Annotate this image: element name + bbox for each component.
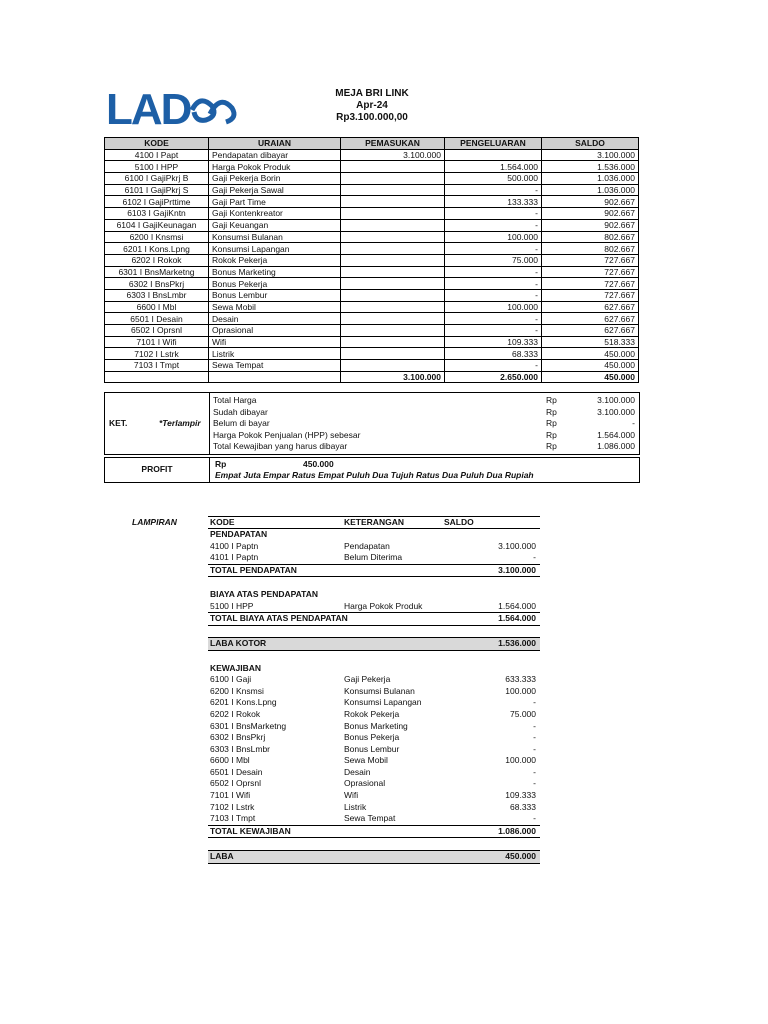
ledger-saldo: 450.000 (542, 360, 639, 372)
ledger-kode: 6201 I Kons.Lpng (105, 243, 209, 255)
lampiran-kode: 7102 I Lstrk (210, 801, 255, 812)
lampiran-label: LAMPIRAN (132, 517, 177, 527)
ledger-row (105, 173, 639, 185)
ket-row-label: Total Harga (213, 395, 257, 405)
total-label: TOTAL BIAYA ATAS PENDAPATAN (210, 613, 348, 624)
ledger-kode: 7103 I Tmpt (105, 360, 209, 372)
ledger-total-pengeluaran: 2.650.000 (445, 371, 542, 383)
ledger-kode: 6103 I GajiKntn (105, 208, 209, 220)
ledger-saldo: 1.036.000 (542, 184, 639, 196)
total-amount: 1.086.000 (498, 825, 536, 836)
lampiran-keterangan: Belum Diterima (344, 552, 403, 563)
ledger-kode: 7101 I Wifi (105, 336, 209, 348)
lampiran-col-kode: KODE (210, 517, 235, 527)
ledger-pemasukan (341, 266, 445, 278)
section-title: KEWAJIBAN (210, 662, 262, 673)
lampiran-keterangan: Wifi (344, 790, 359, 801)
ket-row-rp: Rp (546, 418, 557, 429)
lampiran-total-row (208, 612, 540, 626)
ket-note: *Terlampir (159, 418, 201, 428)
ledger-saldo: 3.100.000 (542, 149, 639, 161)
ledger-saldo: 727.667 (542, 278, 639, 290)
ledger-saldo: 1.536.000 (542, 161, 639, 173)
ledger-pemasukan (341, 231, 445, 243)
ket-label: KET. (109, 418, 128, 428)
ledger-pemasukan (341, 348, 445, 360)
report-title: MEJA BRI LINK (335, 88, 409, 99)
ledger-saldo: 902.667 (542, 196, 639, 208)
ledger-pengeluaran: - (445, 325, 542, 337)
lampiran-saldo: - (533, 697, 536, 708)
ledger-saldo: 627.667 (542, 325, 639, 337)
ledger-total-saldo: 450.000 (542, 371, 639, 383)
ledger-kode: 6102 I GajiPrttime (105, 196, 209, 208)
ledger-uraian: Gaji Part Time (209, 196, 341, 208)
ledger-row (105, 278, 639, 290)
lampiran-kode: 7101 I Wifi (210, 790, 251, 801)
lampiran-row (208, 697, 540, 709)
lampiran-kode: 6301 I BnsMarketng (210, 720, 287, 731)
ledger-pengeluaran: - (445, 278, 542, 290)
laba-kotor-label: LABA KOTOR (210, 638, 267, 649)
ledger-row (105, 360, 639, 372)
lampiran-kode: 6202 I Rokok (210, 708, 261, 719)
lampiran-keterangan: Konsumsi Lapangan (344, 697, 422, 708)
laba-label: LABA (210, 851, 234, 862)
ledger-pemasukan (341, 301, 445, 313)
lampiran-kode: 6201 I Kons.Lpng (210, 697, 277, 708)
lampiran-row (208, 744, 540, 756)
lampiran-row (208, 709, 540, 721)
col-saldo: SALDO (542, 138, 639, 150)
lampiran-kode: 6501 I Desain (210, 766, 263, 777)
lampiran-kode: 6302 I BnsPkrj (210, 732, 266, 743)
ledger-uraian: Sewa Mobil (209, 301, 341, 313)
ledger-pemasukan (341, 173, 445, 185)
ledger-pengeluaran: 133.333 (445, 196, 542, 208)
lampiran-row (208, 541, 540, 553)
ledger-uraian: Wifi (209, 336, 341, 348)
profit-amount-line (215, 459, 334, 469)
col-uraian: URAIAN (209, 138, 341, 150)
lampiran-keterangan: Sewa Mobil (344, 755, 388, 766)
ledger-kode: 6600 I Mbl (105, 301, 209, 313)
ledger-pemasukan (341, 219, 445, 231)
lampiran-col-keterangan: KETERANGAN (344, 517, 404, 527)
ket-rows (213, 395, 635, 453)
ledger-pemasukan (341, 289, 445, 301)
ledger-pengeluaran: 500.000 (445, 173, 542, 185)
lampiran-col-saldo: SALDO (444, 517, 474, 527)
lampiran-kode: 6600 I Mbl (210, 755, 250, 766)
total-amount: 1.564.000 (498, 613, 536, 624)
ledger-pengeluaran: - (445, 243, 542, 255)
ledger-kode: 6302 I BnsPkrj (105, 278, 209, 290)
ledger-row (105, 219, 639, 231)
ket-box (104, 392, 640, 455)
ledger-kode: 6501 I Desain (105, 313, 209, 325)
lampiran-saldo: - (533, 766, 536, 777)
lampiran-keterangan: Bonus Pekerja (344, 732, 400, 743)
ledger-uraian: Gaji Kontenkreator (209, 208, 341, 220)
lampiran-kode: 7103 I Tmpt (210, 813, 256, 824)
ket-row-rp: Rp (546, 406, 557, 417)
ledger-row (105, 325, 639, 337)
ledger-pemasukan (341, 313, 445, 325)
ledger-saldo: 450.000 (542, 348, 639, 360)
lampiran-table (208, 516, 540, 864)
ledger-row (105, 184, 639, 196)
ledger-row (105, 348, 639, 360)
ledger-kode: 6104 I GajiKeunagan (105, 219, 209, 231)
ket-row-rp: Rp (546, 395, 557, 405)
ledger-pemasukan (341, 278, 445, 290)
lampiran-row (208, 790, 540, 802)
ledger-table (104, 137, 639, 383)
lampiran-row (208, 552, 540, 564)
lampiran-saldo: - (533, 552, 536, 563)
ket-row (213, 407, 635, 419)
ledger-pemasukan (341, 208, 445, 220)
ket-row-label: Sudah dibayar (213, 406, 268, 417)
ledger-uraian: Oprasional (209, 325, 341, 337)
ledger-pemasukan: 3.100.000 (341, 149, 445, 161)
ledger-kode: 6303 I BnsLmbr (105, 289, 209, 301)
ledger-uraian: Sewa Tempat (209, 360, 341, 372)
svg-text:LAD: LAD (106, 85, 191, 130)
lampiran-row (208, 732, 540, 744)
ket-row-amount: 1.564.000 (597, 429, 635, 440)
lampiran-section-title (208, 663, 540, 675)
ledger-pemasukan (341, 243, 445, 255)
ledger-pemasukan (341, 325, 445, 337)
profit-rp: Rp (215, 459, 227, 469)
ledger-saldo: 802.667 (542, 231, 639, 243)
ledger-uraian: Rokok Pekerja (209, 254, 341, 266)
ledger-pemasukan (341, 161, 445, 173)
laba-kotor-amount: 1.536.000 (498, 638, 536, 649)
lampiran-keterangan: Rokok Pekerja (344, 708, 400, 719)
ledger-pengeluaran: 1.564.000 (445, 161, 542, 173)
ledger-row (105, 243, 639, 255)
lampiran-keterangan: Bonus Marketing (344, 720, 408, 731)
lampiran-keterangan: Bonus Lembur (344, 743, 400, 754)
ledger-saldo: 627.667 (542, 313, 639, 325)
laba-amount: 450.000 (505, 851, 536, 862)
ledger-row (105, 196, 639, 208)
ledger-uraian: Pendapatan dibayar (209, 149, 341, 161)
ledger-pengeluaran (445, 149, 542, 161)
lampiran-kode: 6100 I Gaji (210, 674, 252, 685)
ledger-uraian: Listrik (209, 348, 341, 360)
ledger-pengeluaran: 109.333 (445, 336, 542, 348)
lampiran-row (208, 721, 540, 733)
ledger-saldo: 902.667 (542, 208, 639, 220)
col-pengeluaran: PENGELUARAN (445, 138, 542, 150)
ledger-total-row (105, 371, 639, 383)
ledger-uraian: Gaji Pekerja Borin (209, 173, 341, 185)
total-label: TOTAL PENDAPATAN (210, 564, 297, 575)
ledger-pemasukan (341, 184, 445, 196)
lampiran-saldo: 68.333 (510, 801, 536, 812)
ledger-kode: 4100 I Papt (105, 149, 209, 161)
ledger-uraian: Bonus Pekerja (209, 278, 341, 290)
ledger-uraian: Konsumsi Lapangan (209, 243, 341, 255)
ledger-kode: 6301 I BnsMarketng (105, 266, 209, 278)
ledger-row (105, 336, 639, 348)
laba-row (208, 850, 540, 864)
lampiran-kode: 5100 I HPP (210, 600, 254, 611)
ledger-pengeluaran: - (445, 184, 542, 196)
ledger-pemasukan (341, 254, 445, 266)
ledger-pemasukan (341, 360, 445, 372)
ledger-row (105, 313, 639, 325)
ledger-uraian: Bonus Marketing (209, 266, 341, 278)
lampiran-kode: 6303 I BnsLmbr (210, 743, 271, 754)
ledger-row (105, 231, 639, 243)
total-amount: 3.100.000 (498, 564, 536, 575)
ledger-uraian: Konsumsi Bulanan (209, 231, 341, 243)
ledger-saldo: 727.667 (542, 266, 639, 278)
ledger-pengeluaran: - (445, 219, 542, 231)
ket-row-amount: - (632, 418, 635, 429)
ket-row-rp: Rp (546, 441, 557, 452)
ledger-saldo: 727.667 (542, 289, 639, 301)
profit-box (104, 457, 640, 483)
lampiran-keterangan: Listrik (344, 801, 367, 812)
ledger-row (105, 289, 639, 301)
ledger-pengeluaran: - (445, 313, 542, 325)
lampiran-row (208, 755, 540, 767)
ket-row (213, 418, 635, 430)
lampiran-saldo: 75.000 (510, 708, 536, 719)
ledger-kode: 6100 I GajiPkrj B (105, 173, 209, 185)
ledger-row (105, 149, 639, 161)
ledger-uraian: Bonus Lembur (209, 289, 341, 301)
lampiran-total-row (208, 825, 540, 839)
lampiran-section-title (208, 589, 540, 601)
lampiran-kode: 4101 I Paptn (210, 552, 259, 563)
lampiran-saldo: 633.333 (505, 674, 536, 685)
ledger-row (105, 208, 639, 220)
lampiran-row (208, 686, 540, 698)
ledger-pengeluaran: 75.000 (445, 254, 542, 266)
lampiran-kode: 4100 I Paptn (210, 540, 259, 551)
lampiran-saldo: 100.000 (505, 755, 536, 766)
ket-row (213, 430, 635, 442)
ladesa-logo (106, 84, 241, 130)
lampiran-header-row (208, 516, 540, 529)
lampiran-row (208, 674, 540, 686)
ledger-pemasukan (341, 196, 445, 208)
ledger-uraian: Harga Pokok Produk (209, 161, 341, 173)
ledger-pengeluaran: - (445, 360, 542, 372)
lampiran-saldo: 100.000 (505, 685, 536, 696)
section-title: BIAYA ATAS PENDAPATAN (210, 588, 318, 599)
lampiran-keterangan: Konsumsi Bulanan (344, 685, 415, 696)
ledger-row (105, 161, 639, 173)
lampiran-saldo: - (533, 778, 536, 789)
ledger-kode: 5100 I HPP (105, 161, 209, 173)
lampiran-saldo: 109.333 (505, 790, 536, 801)
lampiran-saldo: 3.100.000 (498, 540, 536, 551)
lampiran-kode: 6200 I Knsmsi (210, 685, 264, 696)
ledger-row (105, 301, 639, 313)
ket-row-amount: 1.086.000 (597, 441, 635, 452)
lampiran-row (208, 813, 540, 825)
lampiran-keterangan: Sewa Tempat (344, 813, 396, 824)
ledger-saldo: 802.667 (542, 243, 639, 255)
col-kode: KODE (105, 138, 209, 150)
ledger-saldo: 627.667 (542, 301, 639, 313)
ledger-uraian: Gaji Keuangan (209, 219, 341, 231)
ledger-row (105, 266, 639, 278)
report-amount: Rp3.100.000,00 (336, 112, 408, 123)
ledger-pengeluaran: 100.000 (445, 231, 542, 243)
ledger-kode: 6101 I GajiPkrj S (105, 184, 209, 196)
lampiran-row (208, 778, 540, 790)
lampiran-keterangan: Harga Pokok Produk (344, 600, 423, 611)
profit-label: PROFIT (105, 458, 210, 482)
ledger-kode: 7102 I Lstrk (105, 348, 209, 360)
ket-row-amount: 3.100.000 (597, 395, 635, 405)
lampiran-keterangan: Gaji Pekerja (344, 674, 391, 685)
ledger-total-pemasukan: 3.100.000 (341, 371, 445, 383)
ket-label-cell (105, 393, 210, 454)
ledger-pemasukan (341, 336, 445, 348)
ledger-uraian: Desain (209, 313, 341, 325)
lampiran-saldo: - (533, 743, 536, 754)
ket-row-rp: Rp (546, 429, 557, 440)
col-pemasukan: PEMASUKAN (341, 138, 445, 150)
lampiran-saldo: - (533, 720, 536, 731)
ledger-saldo: 1.036.000 (542, 173, 639, 185)
ledger-header-row (105, 138, 639, 150)
lampiran-row (208, 767, 540, 779)
report-header (300, 88, 444, 124)
lampiran-keterangan: Oprasional (344, 778, 386, 789)
ledger-total-empty (209, 371, 341, 383)
ledger-pengeluaran: - (445, 208, 542, 220)
lampiran-row (208, 802, 540, 814)
ledger-uraian: Gaji Pekerja Sawal (209, 184, 341, 196)
ledger-pengeluaran: 68.333 (445, 348, 542, 360)
ledger-saldo: 518.333 (542, 336, 639, 348)
lampiran-saldo: - (533, 732, 536, 743)
section-title: PENDAPATAN (210, 529, 268, 539)
laba-kotor-row (208, 637, 540, 651)
ledger-pengeluaran: - (445, 266, 542, 278)
ledger-kode: 6202 I Rokok (105, 254, 209, 266)
ledger-kode: 6200 I Knsmsi (105, 231, 209, 243)
report-period: Apr-24 (356, 100, 388, 111)
ledger-pengeluaran: - (445, 289, 542, 301)
lampiran-saldo: 1.564.000 (498, 600, 536, 611)
ledger-total-empty (105, 371, 209, 383)
ledger-saldo: 902.667 (542, 219, 639, 231)
profit-words: Empat Juta Empar Ratus Empat Puluh Dua Tujuh Ratus Dua Puluh Dua Rupiah (215, 470, 534, 480)
lampiran-row (208, 601, 540, 613)
ket-row-label: Total Kewajiban yang harus dibayar (213, 441, 348, 452)
ket-row (213, 441, 635, 453)
ket-row-amount: 3.100.000 (597, 406, 635, 417)
lampiran-saldo: - (533, 813, 536, 824)
profit-amount: 450.000 (303, 459, 334, 469)
ledger-kode: 6502 I Oprsnl (105, 325, 209, 337)
lampiran-keterangan: Pendapatan (344, 540, 390, 551)
ket-row-label: Harga Pokok Penjualan (HPP) sebesar (213, 429, 361, 440)
ket-row-label: Belum di bayar (213, 418, 270, 429)
total-label: TOTAL KEWAJIBAN (210, 825, 291, 836)
lampiran-kode: 6502 I Oprsnl (210, 778, 262, 789)
ledger-saldo: 727.667 (542, 254, 639, 266)
ledger-pengeluaran: 100.000 (445, 301, 542, 313)
ket-row (213, 395, 635, 407)
lampiran-total-row (208, 564, 540, 578)
lampiran-section-title (208, 529, 540, 541)
lampiran-keterangan: Desain (344, 766, 371, 777)
ledger-row (105, 254, 639, 266)
